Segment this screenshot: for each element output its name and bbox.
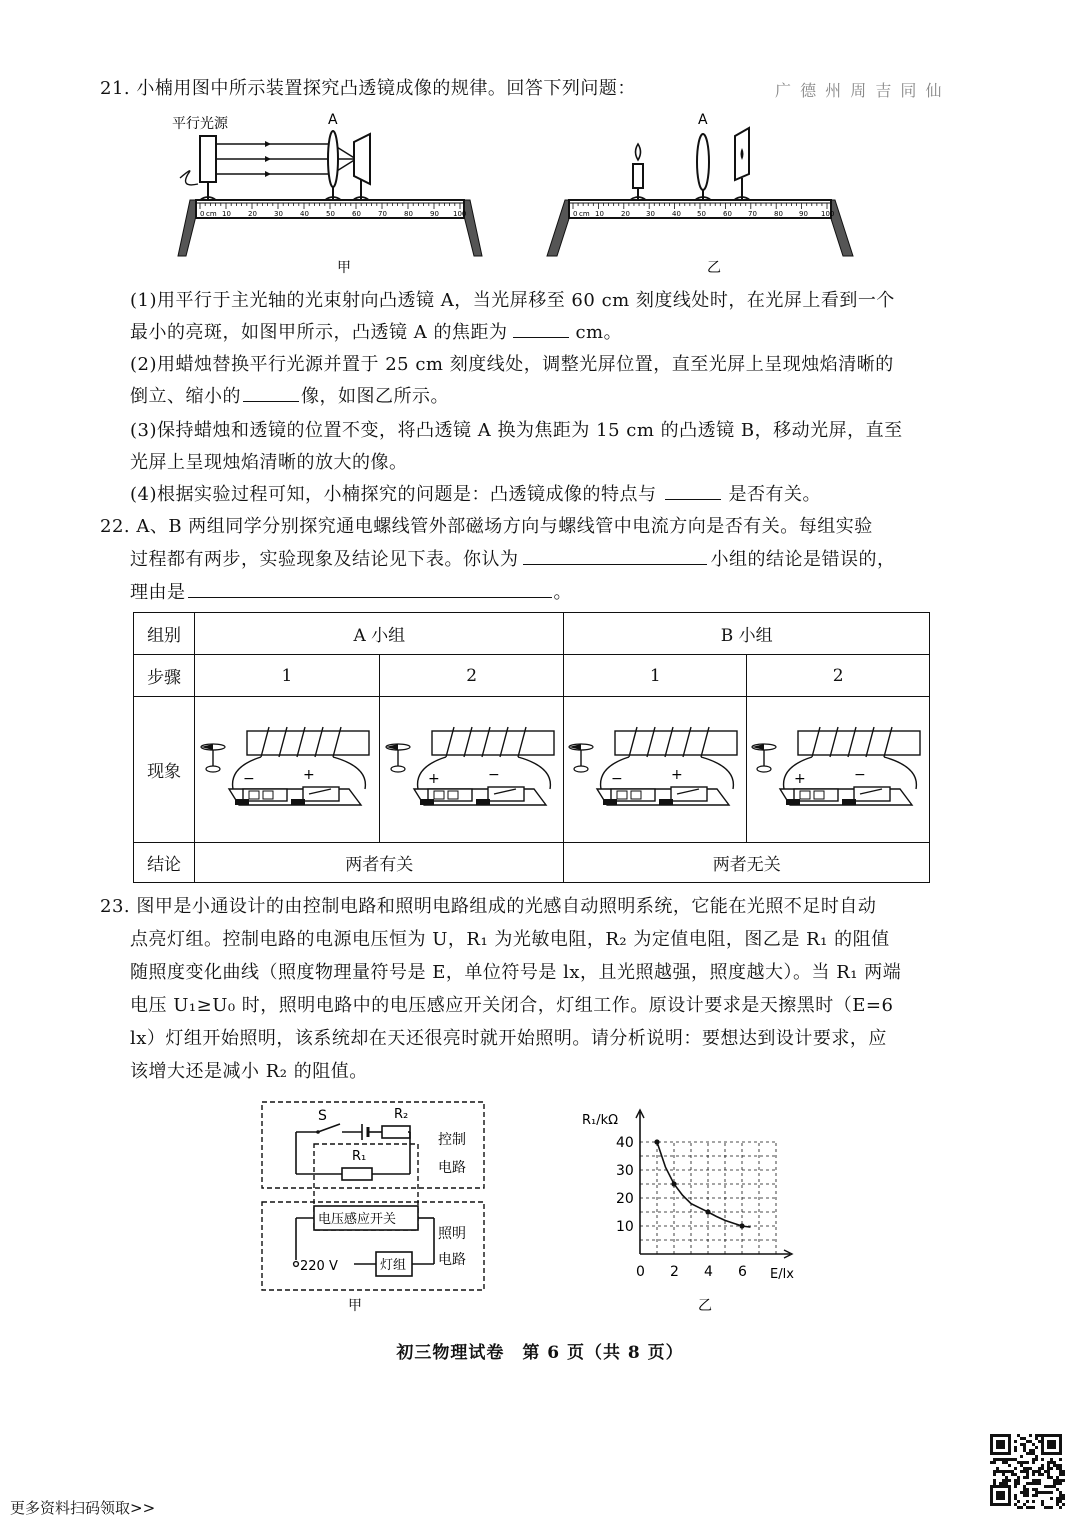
q21-figure-yi bbox=[535, 108, 875, 276]
light-screen bbox=[354, 134, 370, 184]
ruler-label-60: 60 bbox=[352, 210, 361, 218]
ruler-label-100: 100 bbox=[821, 210, 835, 218]
light-source-label: 平行光源 bbox=[172, 116, 228, 132]
ruler-label-20: 20 bbox=[621, 210, 630, 218]
ruler-label-cm: cm bbox=[206, 210, 217, 218]
phenomenon-cell bbox=[195, 697, 380, 843]
qr-code bbox=[988, 1432, 1068, 1512]
polarity-left: − bbox=[611, 771, 624, 787]
q23-line3: 随照度变化曲线（照度物理量符号是 E，单位符号是 lx，且光照越强，照度越大）。当 R₁ 两端 bbox=[130, 962, 902, 983]
q21-part4: (4)根据实验过程可知，小楠探究的问题是：凸透镜成像的特点与 是否有关。 bbox=[130, 478, 821, 511]
group-b-header: B 小组 bbox=[564, 613, 930, 655]
switch-box bbox=[303, 787, 339, 801]
q23-line1: 23. 图甲是小通设计的由控制电路和照明电路组成的光感自动照明系统，它能在光照不足时自动 bbox=[100, 896, 877, 917]
ruler-label-10: 10 bbox=[222, 210, 231, 218]
q23-circuit-diagram bbox=[258, 1096, 498, 1318]
solenoid-diagram bbox=[750, 717, 926, 817]
r2-label: R₂ bbox=[394, 1107, 409, 1122]
ruler-label-80: 80 bbox=[404, 210, 413, 218]
q21-part3-line1: (3)保持蜡烛和透镜的位置不变，将凸透镜 A 换为焦距为 15 cm 的凸透镜 B，移动光屏，直至 bbox=[130, 420, 903, 441]
control-label-2: 电路 bbox=[438, 1160, 466, 1176]
x-tick-label: 4 bbox=[704, 1264, 713, 1280]
solenoid-diagram bbox=[567, 717, 743, 817]
answer-blank-question[interactable] bbox=[665, 481, 721, 500]
q21-stem: 21. 小楠用图中所示装置探究凸透镜成像的规律。回答下列问题： bbox=[100, 78, 636, 99]
y-axis-label: R₁/kΩ bbox=[582, 1113, 619, 1128]
y-tick-label: 20 bbox=[616, 1191, 634, 1207]
polarity-left: + bbox=[794, 771, 806, 787]
q23-line6: 该增大还是减小 R₂ 的阻值。 bbox=[130, 1061, 368, 1082]
step-cell: 2 bbox=[379, 655, 564, 697]
data-point bbox=[705, 1209, 710, 1214]
x-axis-label: E/lx bbox=[770, 1267, 794, 1282]
polarity-left: − bbox=[242, 771, 255, 787]
table-row-phenomenon bbox=[134, 697, 930, 843]
lamp-group-label: 灯组 bbox=[380, 1258, 407, 1273]
phenomenon-cell bbox=[379, 697, 564, 843]
lighting-label-2: 电路 bbox=[438, 1252, 466, 1268]
ruler-label-40: 40 bbox=[672, 210, 681, 218]
conclusion-b: 两者无关 bbox=[564, 843, 930, 883]
x-tick-label: 6 bbox=[738, 1264, 747, 1280]
data-point bbox=[654, 1139, 659, 1144]
answer-blank-wrong-group[interactable] bbox=[523, 546, 707, 565]
polarity-right: − bbox=[854, 767, 866, 783]
lens-a bbox=[328, 131, 338, 187]
row-header-group: 组别 bbox=[134, 613, 195, 655]
ruler-label-80: 80 bbox=[774, 210, 783, 218]
lighting-label-1: 照明 bbox=[438, 1226, 466, 1242]
y-tick-label: 10 bbox=[616, 1219, 634, 1235]
graph-grid bbox=[640, 1142, 776, 1254]
switch-box bbox=[488, 787, 524, 801]
candle-flame bbox=[636, 144, 641, 160]
ruler-label-0: 0 bbox=[200, 210, 205, 218]
ruler-label-90: 90 bbox=[430, 210, 439, 218]
ruler-label-70: 70 bbox=[748, 210, 757, 218]
ruler-label-60: 60 bbox=[723, 210, 732, 218]
q21-part1-line1: (1)用平行于主光轴的光束射向凸透镜 A，当光屏移至 60 cm 刻度线处时，在光屏上看到一个 bbox=[130, 290, 895, 311]
control-label-1: 控制 bbox=[438, 1132, 466, 1148]
q22-line1: 22. A、B 两组同学分别探究通电螺线管外部磁场方向与螺线管中电流方向是否有关。每组实验 bbox=[100, 516, 873, 537]
answer-blank-reason[interactable] bbox=[188, 579, 552, 598]
circuit-caption-jia: 甲 bbox=[348, 1298, 362, 1314]
group-a-header: A 小组 bbox=[195, 613, 564, 655]
ruler-label-90: 90 bbox=[799, 210, 808, 218]
q22-line2: 过程都有两步，实验现象及结论见下表。你认为 小组的结论是错误的， bbox=[130, 543, 896, 576]
data-point bbox=[671, 1181, 676, 1186]
switch-box bbox=[671, 787, 707, 801]
polarity-left: + bbox=[427, 771, 440, 787]
q23-line4: 电压 U₁≥U₀ 时，照明电路中的电压感应开关闭合，灯组工作。原设计要求是天擦黑时（E=6 bbox=[130, 995, 894, 1016]
switch-s bbox=[318, 1124, 340, 1132]
phenomenon-cell bbox=[747, 697, 930, 843]
resistor-r2 bbox=[382, 1126, 410, 1138]
ruler-label-10: 10 bbox=[595, 210, 604, 218]
polarity-right: + bbox=[302, 767, 315, 783]
y-tick-label: 40 bbox=[616, 1135, 634, 1151]
ruler-label-100: 100 bbox=[453, 210, 467, 218]
step-cell: 2 bbox=[747, 655, 930, 697]
experiment-table bbox=[133, 612, 930, 883]
voltage-sensor-switch-label: 电压感应开关 bbox=[318, 1212, 397, 1227]
light-source bbox=[200, 136, 216, 182]
row-header-step: 步骤 bbox=[134, 655, 195, 697]
ruler-label-40: 40 bbox=[300, 210, 309, 218]
switch-s-label: S bbox=[318, 1108, 327, 1124]
table-row-conclusion bbox=[134, 843, 930, 883]
step-cell: 1 bbox=[564, 655, 747, 697]
r1-curve bbox=[657, 1142, 751, 1227]
solenoid-diagram bbox=[199, 717, 375, 817]
ruler-label-20: 20 bbox=[248, 210, 257, 218]
ruler-label-50: 50 bbox=[326, 210, 335, 218]
corner-watermark: 广 德 州 周 吉 同 仙 bbox=[775, 81, 944, 100]
q21-part2-line1: (2)用蜡烛替换平行光源并置于 25 cm 刻度线处，调整光屏位置，直至光屏上呈现烛焰清晰的 bbox=[130, 354, 894, 375]
ruler-label-50: 50 bbox=[697, 210, 706, 218]
lens-a-label: A bbox=[328, 112, 338, 128]
more-resources-text[interactable]: 更多资料扫码领取>> bbox=[10, 1499, 156, 1517]
x-tick-label: 0 bbox=[636, 1264, 645, 1280]
q23-r1-graph bbox=[578, 1106, 808, 1318]
ruler-label-30: 30 bbox=[274, 210, 283, 218]
figure-caption-yi: 乙 bbox=[707, 260, 721, 276]
data-point bbox=[739, 1223, 744, 1228]
row-header-conclusion: 结论 bbox=[134, 843, 195, 883]
phenomenon-cell bbox=[564, 697, 747, 843]
ruler-label-0: 0 bbox=[573, 210, 578, 218]
conclusion-a: 两者有关 bbox=[195, 843, 564, 883]
table-row-group bbox=[134, 613, 930, 655]
solenoid-diagram bbox=[384, 717, 560, 817]
q23-line5: lx）灯组开始照明，该系统却在天还很亮时就开始照明。请分析说明：要想达到设计要求，应 bbox=[130, 1028, 887, 1049]
q21-part3-line2: 光屏上呈现烛焰清晰的放大的像。 bbox=[130, 452, 408, 473]
ruler-label-cm: cm bbox=[579, 210, 590, 218]
q21-part1-line2: 最小的亮斑，如图甲所示，凸透镜 A 的焦距为 cm。 bbox=[130, 316, 622, 349]
voltage-220v-label: 220 V bbox=[300, 1259, 338, 1274]
answer-blank-image-type[interactable] bbox=[243, 383, 299, 402]
r1-label: R₁ bbox=[352, 1149, 367, 1164]
figure-caption-jia: 甲 bbox=[337, 260, 351, 276]
y-tick-label: 30 bbox=[616, 1163, 634, 1179]
row-header-phenomenon: 现象 bbox=[134, 697, 195, 843]
candle bbox=[633, 164, 643, 188]
ruler-label-70: 70 bbox=[378, 210, 387, 218]
resistor-r1 bbox=[342, 1168, 372, 1180]
q21-part2-line2: 倒立、缩小的 像，如图乙所示。 bbox=[130, 380, 449, 413]
q21-figure-jia bbox=[160, 108, 500, 276]
x-tick-label: 2 bbox=[670, 1264, 679, 1280]
lens-a-yi bbox=[697, 134, 709, 190]
graph-caption-yi: 乙 bbox=[698, 1298, 712, 1314]
switch-box bbox=[854, 787, 890, 801]
page-footer: 初三物理试卷 第 6 页（共 8 页） bbox=[396, 1343, 684, 1363]
polarity-right: + bbox=[671, 767, 684, 783]
q22-line3: 理由是 。 bbox=[130, 576, 572, 609]
q23-line2: 点亮灯组。控制电路的电源电压恒为 U，R₁ 为光敏电阻，R₂ 为定值电阻，图乙是 R₁ 的阻值 bbox=[130, 929, 890, 950]
ruler-label-30: 30 bbox=[646, 210, 655, 218]
step-cell: 1 bbox=[195, 655, 380, 697]
answer-blank-focal-length[interactable] bbox=[513, 319, 569, 338]
lens-a-label-yi: A bbox=[698, 112, 708, 128]
table-row-step bbox=[134, 655, 930, 697]
polarity-right: − bbox=[487, 767, 500, 783]
